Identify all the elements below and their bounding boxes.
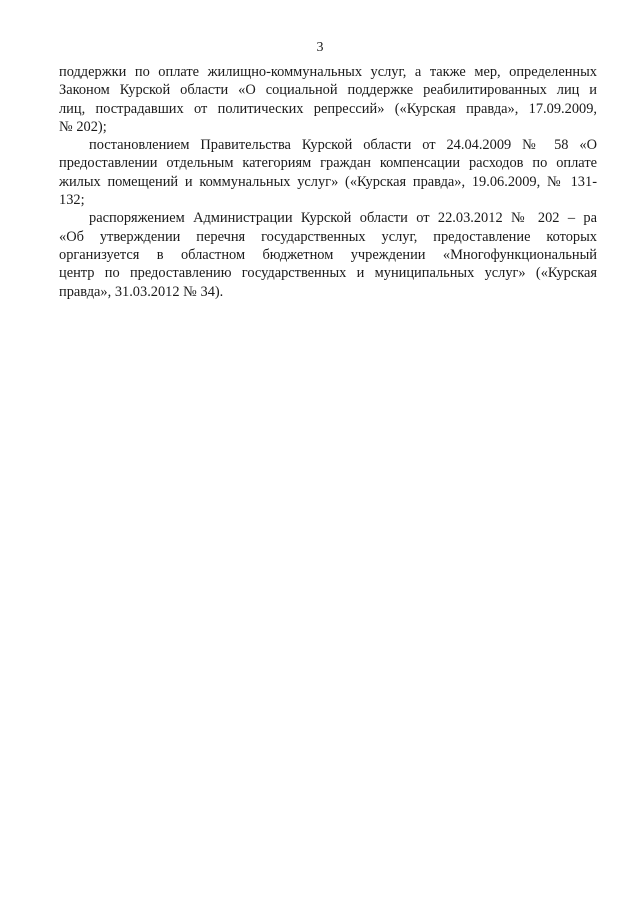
text-line: лиц, пострадавших от политических репрессий» («Курская правда», 17.09.2009, — [59, 100, 597, 117]
text-line: постановлением Правительства Курской области от 24.04.2009 № 58 «О — [89, 137, 597, 154]
text-line: Законом Курской области «О социальной поддержке реабилитированных лиц и — [59, 82, 597, 99]
page-number: 3 — [316, 40, 324, 55]
text-line: 132; — [59, 192, 85, 209]
text-line: правда», 31.03.2012 № 34). — [59, 283, 224, 300]
text-line: распоряжением Администрации Курской области от 22.03.2012 № 202 – ра — [89, 210, 597, 227]
text-line: поддержки по оплате жилищно-коммунальных услуг, а также мер, определенных — [59, 64, 597, 80]
document-body — [59, 63, 597, 301]
paragraph-1 — [59, 63, 597, 136]
text-line: «Об утверждении перечня государственных услуг, предоставление которых — [59, 228, 597, 245]
paragraph-3 — [59, 209, 597, 300]
text-line: организуется в областном бюджетном учреждении «Многофункциональный — [59, 246, 597, 263]
paragraph-2 — [59, 136, 597, 209]
text-line: № 202); — [59, 118, 107, 135]
text-line: жилых помещений и коммунальных услуг» («Курская правда», 19.06.2009, № 131- — [59, 173, 597, 190]
text-line: центр по предоставлению государственных и муниципальных услуг» («Курская — [59, 265, 597, 282]
text-line: предоставлении отдельным категориям граждан компенсации расходов по оплате — [59, 155, 597, 172]
